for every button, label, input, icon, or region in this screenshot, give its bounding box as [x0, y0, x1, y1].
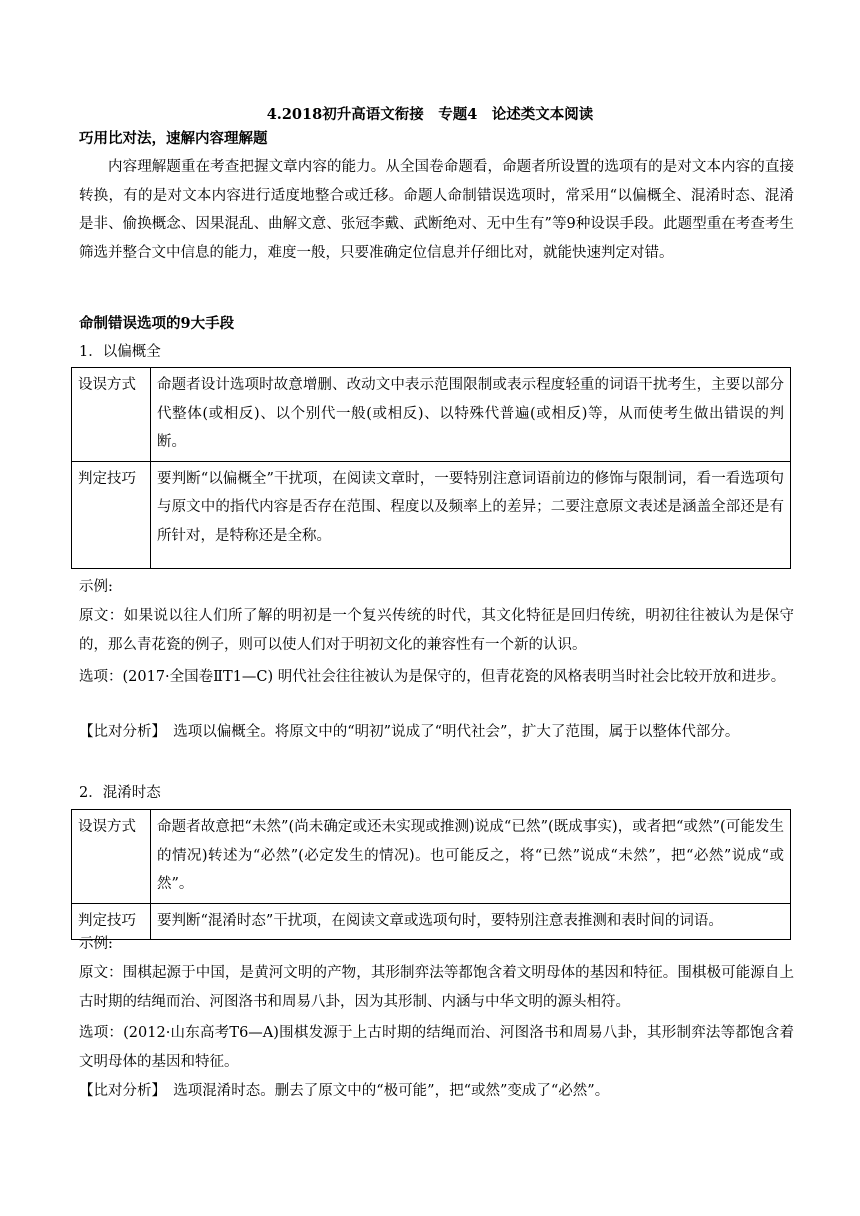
item1-original-text: 原文：如果说以往人们所了解的明初是一个复兴传统的时代，其文化特征是回归传统，明初往往被认为是保守的，那么青花瓷的例子，则可以使人们对于明初文化的兼容性有一个新的认识。	[79, 608, 794, 653]
section-heading-comparison-method: 巧用比对法，速解内容理解题	[79, 130, 268, 147]
item2-analysis: 【比对分析】 选项混淆时态。删去了原文中的“极可能”，把“或然”变成了“必然”。	[79, 1083, 610, 1099]
item2-option-text: 选项：(2012·山东高考T6—A)围棋发源于上古时期的结绳而治、河图洛书和周易八卦，其形制弈法等都饱含着文明母体的基因和特征。	[79, 1025, 794, 1070]
table-row-text: 要判断“以偏概全”干扰项，在阅读文章时，一要特别注意词语前边的修饰与限制词，看一看选项句与原文中的指代内容是否存在范围、程度以及频率上的差异；二要注意原文表述是涵盖全部还是有所针对，是特称还是全称。	[151, 461, 791, 569]
table-row-text: 命题者故意把“未然”(尚未确定或还未实现或推测)说成“已然”(既成事实)，或者把“或然”(可能发生的情况)转述为“必然”(必定发生的情况)。也可能反之，将“已然”说成“未然”，把“必然”说成“或然”。	[151, 810, 791, 904]
item1-analysis: 【比对分析】 选项以偏概全。将原文中的“明初”说成了“明代社会”，扩大了范围，属于以整体代部分。	[79, 724, 740, 740]
table-row	[72, 461, 791, 569]
table-row-label: 设误方式	[72, 810, 151, 904]
item1-table	[71, 367, 791, 569]
table-row-label: 设误方式	[72, 368, 151, 462]
item1-title: 1．以偏概全	[79, 344, 161, 360]
table-row	[72, 368, 791, 462]
table-row	[72, 810, 791, 904]
item1-option-text: 选项：(2017·全国卷ⅡT1—C) 明代社会往往被认为是保守的，但青花瓷的风格表明当时社会比较开放和进步。	[79, 669, 786, 685]
table-row-label: 判定技巧	[72, 903, 151, 940]
table-row-text: 命题者设计选项时故意增删、改动文中表示范围限制或表示程度轻重的词语干扰考生，主要以部分代整体(或相反)、以个别代一般(或相反)、以特殊代普遍(或相反)等，从而使考生做出错误的判断。	[151, 368, 791, 462]
item2-title: 2．混淆时态	[79, 785, 161, 801]
item2-table	[71, 809, 791, 940]
section-heading-nine-methods: 命制错误选项的9大手段	[79, 315, 235, 332]
table-row-label: 判定技巧	[72, 461, 151, 569]
intro-paragraph: 内容理解题重在考查把握文章内容的能力。从全国卷命题看，命题者所设置的选项有的是对文本内容的直接转换，有的是对文本内容进行适度地整合或迁移。命题人命制错误选项时，常采用“以偏概全、混淆时态、混淆是非、偷换概念、因果混乱、曲解文意、张冠李戴、武断绝对、无中生有”等9种设误手段。此题型重在考查考生筛选并整合文中信息的能力，难度一般，只要准确定位信息并仔细比对，就能快速判定对错。	[79, 159, 794, 261]
table-row-text: 要判断“混淆时态”干扰项，在阅读文章或选项句时，要特别注意表推测和表时间的词语。	[151, 903, 791, 940]
item2-original-text: 原文：围棋起源于中国，是黄河文明的产物，其形制弈法等都饱含着文明母体的基因和特征。围棋极可能源自上古时期的结绳而治、河图洛书和周易八卦，因为其形制、内涵与中华文明的源头相符。	[79, 965, 794, 1010]
item1-example-label: 示例:	[79, 579, 113, 595]
item2-example-label: 示例:	[79, 936, 113, 952]
document-title: 4.2018初升高语文衔接 专题4 论述类文本阅读	[266, 106, 594, 123]
